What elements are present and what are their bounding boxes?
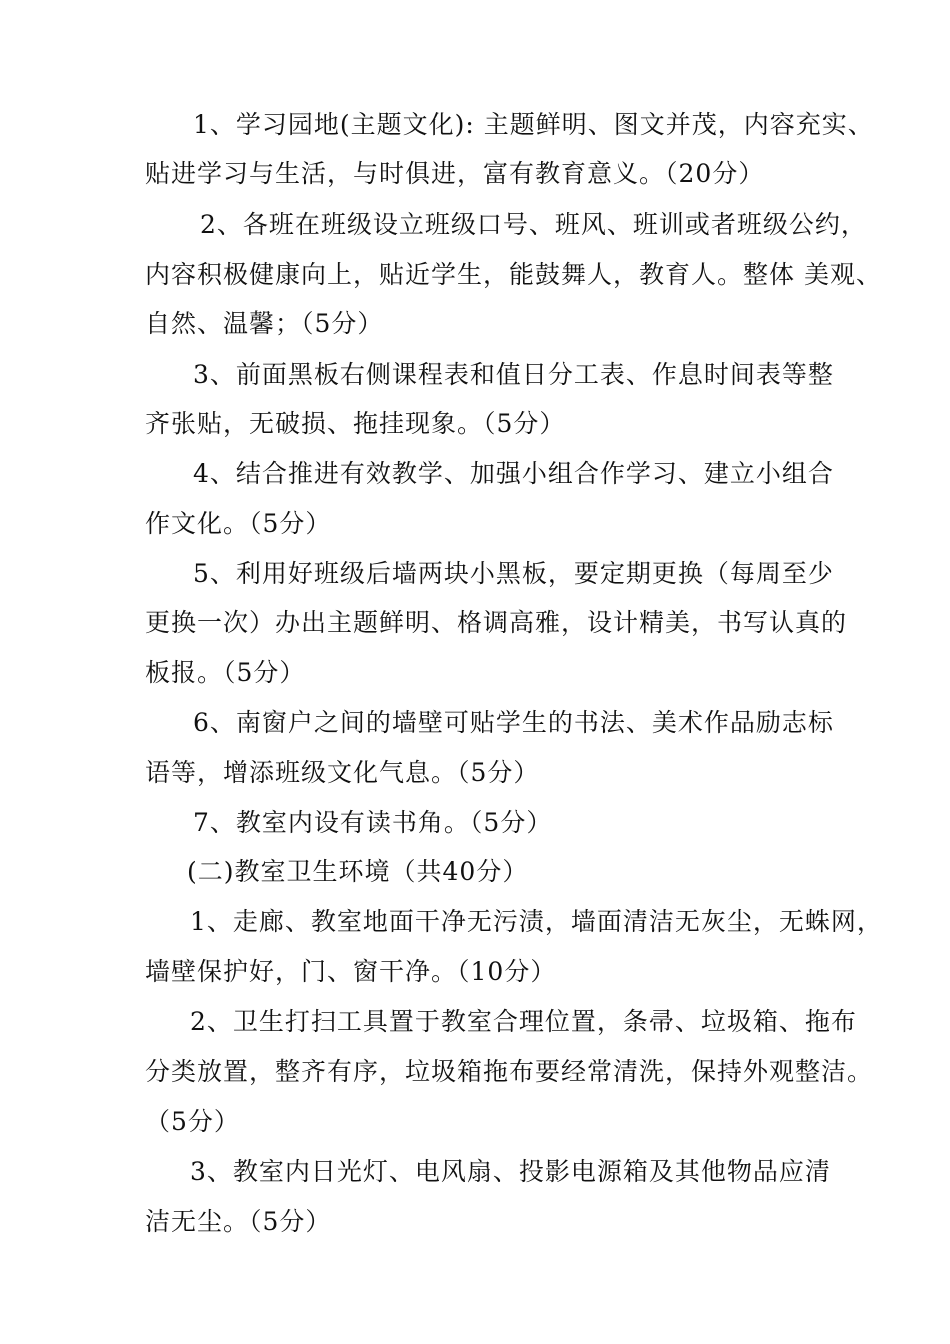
paragraph-5-line-1: 5、利用好班级后墙两块小黑板，要定期更换（每周至少: [193, 559, 834, 588]
paragraph-10-line-1: 3、教室内日光灯、电风扇、投影电源箱及其他物品应清: [190, 1157, 831, 1186]
paragraph-7-line-1: 7、教室内设有读书角。（5分）: [193, 808, 553, 837]
paragraph-1-line-1: 1、学习园地(主题文化): 主题鲜明、图文并茂，内容充实、: [193, 110, 874, 139]
paragraph-1-line-2: 贴进学习与生活，与时俱进，富有教育意义。（20分）: [145, 159, 765, 188]
paragraph-6-line-2: 语等，增添班级文化气息。（5分）: [145, 758, 540, 787]
paragraph-3-line-1: 3、前面黑板右侧课程表和值日分工表、作息时间表等整: [193, 360, 834, 389]
paragraph-9-line-3: （5分）: [145, 1107, 240, 1136]
paragraph-9-line-2: 分类放置，整齐有序，垃圾箱拖布要经常清洗，保持外观整洁。: [145, 1057, 874, 1086]
paragraph-6-line-1: 6、南窗户之间的墙壁可贴学生的书法、美术作品励志标: [193, 708, 834, 737]
paragraph-4-line-2: 作文化。（5分）: [145, 509, 332, 538]
paragraph-2-line-1: 2、各班在班级设立班级口号、班风、班训或者班级公约，: [200, 210, 867, 239]
paragraph-3-line-2: 齐张贴，无破损、拖挂现象。（5分）: [145, 409, 566, 438]
paragraph-9-line-1: 2、卫生打扫工具置于教室合理位置，条帚、垃圾箱、拖布: [190, 1007, 857, 1036]
paragraph-5-line-3: 板报。（5分）: [145, 658, 306, 687]
paragraph-2-line-2: 内容积极健康向上，贴近学生，能鼓舞人，教育人。整体 美观、: [145, 260, 882, 289]
paragraph-5-line-2: 更换一次）办出主题鲜明、格调高雅，设计精美，书写认真的: [145, 608, 848, 637]
paragraph-2-line-3: 自然、温馨；（5分）: [145, 309, 384, 338]
section-heading: (二)教室卫生环境（共40分）: [187, 857, 529, 886]
paragraph-10-line-2: 洁无尘。（5分）: [145, 1207, 332, 1236]
paragraph-4-line-1: 4、结合推进有效教学、加强小组合作学习、建立小组合: [193, 459, 834, 488]
paragraph-8-line-1: 1、走廊、教室地面干净无污渍，墙面清洁无灰尘，无蛛网，: [190, 907, 883, 936]
paragraph-8-line-2: 墙壁保护好，门、窗干净。（10分）: [145, 957, 557, 986]
